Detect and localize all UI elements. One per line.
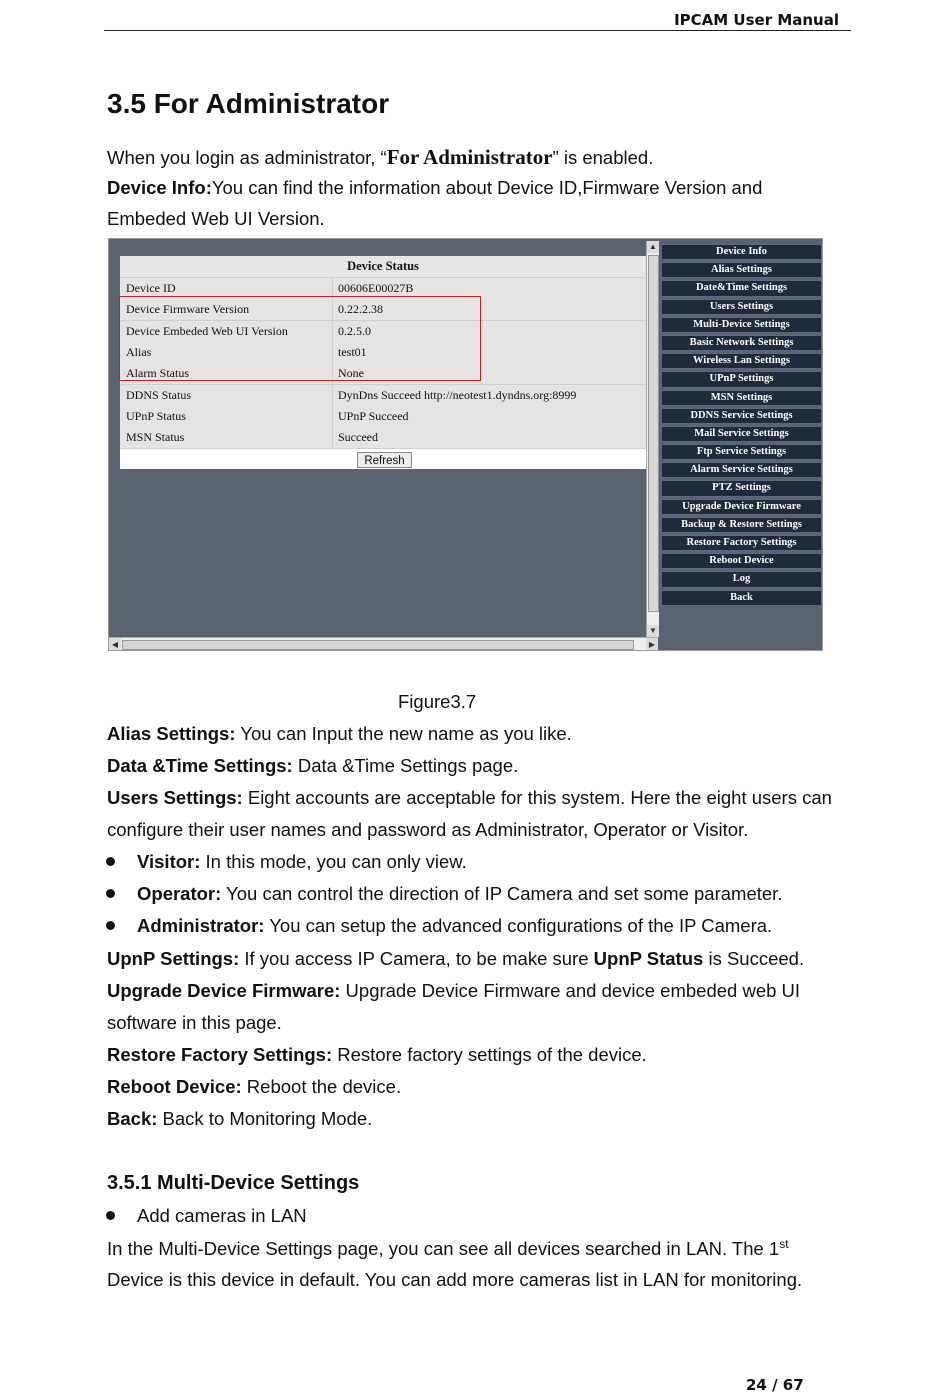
row-label: Alarm Status [126,366,189,381]
menu-item[interactable]: Multi-Device Settings [661,317,822,333]
upgrade-line-2: software in this page. [107,1012,282,1033]
scroll-thumb-horizontal[interactable] [122,640,634,650]
menu-item[interactable]: DDNS Service Settings [661,408,822,424]
reboot-line [107,1076,401,1098]
device-info-line [107,177,762,199]
datetime-label: Data &Time Settings: [107,755,293,776]
scroll-down-icon[interactable]: ▼ [647,625,659,637]
vertical-scrollbar[interactable] [646,241,659,637]
bullet-text: In this mode, you can only view. [200,851,467,872]
menu-item[interactable]: Restore Factory Settings [661,535,822,551]
alias-label: Alias Settings: [107,723,236,744]
bullet-dot-icon [106,1211,115,1220]
subsection-title: 3.5.1 Multi-Device Settings [107,1172,360,1194]
alias-line [107,723,572,745]
menu-item[interactable]: Alias Settings [661,262,822,278]
device-info-text: You can find the information about Device ID,Firmware Version and [211,177,763,198]
row-value: DynDns Succeed http://neotest1.dyndns.org:8999 [338,387,577,402]
scroll-thumb[interactable] [648,255,659,612]
highlight-box [119,296,481,381]
users-text: Eight accounts are acceptable for this system. Here the eight users can [242,787,832,808]
device-info-line-2: Embeded Web UI Version. [107,208,325,229]
row-label: Device Firmware Version [126,302,250,317]
intro-emphasis: For Administrator [386,145,553,169]
back-text: Back to Monitoring Mode. [157,1108,373,1129]
reboot-label: Reboot Device: [107,1076,242,1097]
upgrade-line [107,980,800,1002]
menu-item[interactable]: UPnP Settings [661,371,822,387]
menu-item[interactable]: Wireless Lan Settings [661,353,822,369]
bullet-visitor [106,851,467,873]
refresh-button[interactable]: Refresh [357,452,412,468]
row-value: UPnP Succeed [338,408,409,423]
multi-device-line-2: Device is this device in default. You can add more cameras list in LAN for monitoring. [107,1269,803,1290]
bullet-dot-icon [106,889,115,898]
menu-item[interactable]: Users Settings [661,299,822,315]
upnp-label: UpnP Settings: [107,948,240,969]
page-number: 24 / 67 [746,1376,804,1394]
running-header-title: IPCAM User Manual [674,11,839,29]
reboot-text: Reboot the device. [241,1076,402,1097]
table-row [120,406,646,428]
panel-title: Device Status [120,256,646,278]
upnp-text: If you access IP Camera, to be make sure [239,948,594,969]
bullet-add-cameras [106,1205,307,1227]
menu-item[interactable]: Log [661,571,822,587]
bullet-dot-icon [106,921,115,930]
menu-item[interactable]: Ftp Service Settings [661,444,822,460]
bullet-text: You can setup the advanced configurations of the IP Camera. [264,915,773,936]
back-label: Back: [107,1108,158,1129]
bullet-operator [106,883,782,905]
menu-item[interactable]: Back [661,590,822,606]
column-divider [332,385,333,406]
multi-device-line [107,1237,789,1260]
restore-line [107,1044,647,1066]
row-label: Device Embeded Web UI Version [126,323,288,338]
horizontal-scrollbar[interactable] [109,637,658,651]
row-value: test01 [338,344,367,359]
menu-item[interactable]: Upgrade Device Firmware [661,499,822,515]
row-label: DDNS Status [126,387,192,402]
row-label: Alias [126,344,152,359]
menu-item[interactable]: Reboot Device [661,553,822,569]
bullet-text: You can control the direction of IP Camera and set some parameter. [221,883,783,904]
users-label: Users Settings: [107,787,243,808]
device-status-screenshot [108,238,823,651]
datetime-text: Data &Time Settings page. [292,755,519,776]
menu-item[interactable]: Mail Service Settings [661,426,822,442]
menu-item[interactable]: Device Info [661,244,822,260]
bullet-label: Administrator: [137,915,265,936]
upnp-strong: UpnP Status [593,948,704,969]
scroll-left-icon[interactable]: ◀ [109,638,121,651]
admin-menu [661,244,822,608]
figure-caption: Figure3.7 [398,691,477,712]
menu-item[interactable]: Backup & Restore Settings [661,517,822,533]
section-title: 3.5 For Administrator [107,88,390,119]
menu-item[interactable]: PTZ Settings [661,480,822,496]
bullet-administrator [106,915,772,937]
multi-device-text: In the Multi-Device Settings page, you can see all devices searched in LAN. The 1 [107,1238,780,1260]
menu-item[interactable]: Alarm Service Settings [661,462,822,478]
row-label: Device ID [126,281,176,295]
upnp-text-end: is Succeed. [703,948,805,969]
row-label: MSN Status [126,430,185,445]
back-line [107,1108,372,1130]
menu-item[interactable]: Date&Time Settings [661,280,822,296]
restore-text: Restore factory settings of the device. [332,1044,647,1065]
datetime-line [107,755,518,777]
row-label: UPnP Status [126,408,186,423]
row-value: Succeed [338,430,378,445]
upgrade-label: Upgrade Device Firmware: [107,980,341,1001]
device-status-panel [120,256,646,469]
intro-line [107,145,653,170]
column-divider [332,406,333,427]
intro-post: ” is enabled. [552,147,654,168]
scroll-right-icon[interactable]: ▶ [646,638,658,651]
upnp-line [107,948,804,970]
table-row [120,427,646,449]
intro-pre: When you login as administrator, “ [107,147,387,168]
table-row [120,385,646,407]
column-divider [332,427,333,448]
bullet-dot-icon [106,857,115,866]
users-line-2: configure their user names and password as Administrator, Operator or Visitor. [107,819,749,840]
bullet-label: Visitor: [137,851,201,872]
scroll-up-icon[interactable]: ▲ [647,241,659,253]
row-value: 00606E00027B [338,281,414,295]
bullet-label: Operator: [137,883,222,904]
menu-item[interactable]: Basic Network Settings [661,335,822,351]
ordinal-suffix: st [779,1237,789,1251]
menu-item[interactable]: MSN Settings [661,390,822,406]
row-value: None [338,366,364,381]
row-value: 0.22.2.38 [338,302,383,317]
users-line [107,787,832,809]
restore-label: Restore Factory Settings: [107,1044,333,1065]
device-info-label: Device Info: [107,177,212,198]
upgrade-text: Upgrade Device Firmware and device embeded web UI [340,980,801,1001]
alias-text: You can Input the new name as you like. [235,723,572,744]
header-rule [104,30,851,31]
row-value: 0.2.5.0 [338,323,371,338]
bullet-text: Add cameras in LAN [137,1205,307,1226]
